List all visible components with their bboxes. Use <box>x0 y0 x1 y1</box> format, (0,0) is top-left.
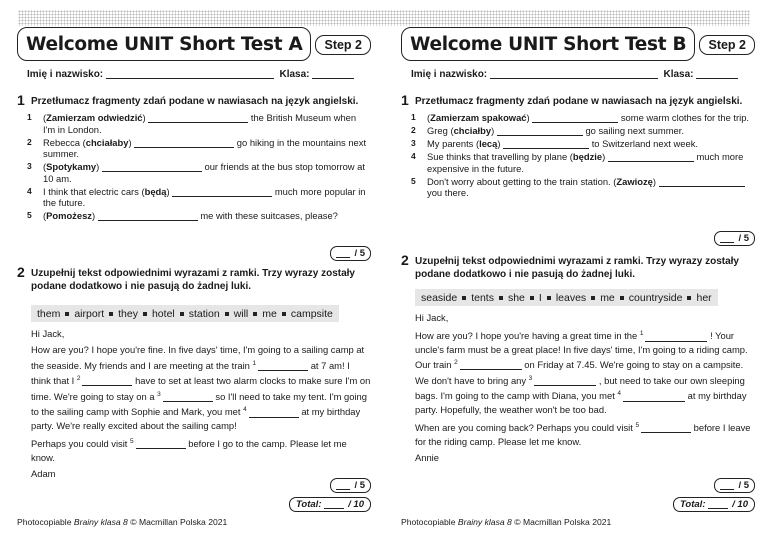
answer-blank[interactable] <box>102 161 202 172</box>
letter-text-segment: at my birthday party. We're really excited about the sailing camp! <box>31 406 361 431</box>
item-number: 4 <box>27 185 32 196</box>
item-text: Don't worry about getting to the train station. (Zawiozę) you there. <box>427 176 751 199</box>
item-text: (Spotykamy) our friends at the bus stop tomorrow at 10 am. <box>43 161 365 184</box>
question-number: 2 <box>401 252 409 268</box>
question-instruction: Przetłumacz fragmenty zdań podane w nawiasach na język angielski. <box>415 96 743 107</box>
word-option: me <box>600 291 615 304</box>
item-text: (Pomożesz) me with these suitcases, please? <box>43 210 338 221</box>
gap-blank[interactable] <box>163 391 213 402</box>
test-title-box <box>401 27 695 61</box>
word-option: will <box>233 307 249 320</box>
letter-text-segment: , but need to take our own sleeping bags. I'm going to the camp with Diana, you met <box>415 375 745 402</box>
letter-text-segment: When are you coming back? Perhaps you could visit <box>415 422 636 434</box>
translation-item <box>27 186 367 209</box>
question-number: 1 <box>401 92 409 108</box>
letter-text-segment: at my birthday party. Hopefully, the weather won't be too bad. <box>415 390 747 415</box>
translation-item <box>27 137 367 160</box>
gap-blank[interactable] <box>136 438 186 449</box>
class-field[interactable] <box>312 68 354 79</box>
class-label: Klasa: <box>279 69 310 80</box>
word-option: campsite <box>290 307 333 320</box>
bullet-separator <box>225 312 229 316</box>
item-number: 4 <box>411 151 416 161</box>
bullet-separator <box>620 296 624 300</box>
bullet-separator <box>253 312 257 316</box>
word-option: she <box>507 291 525 304</box>
student-info-line <box>411 68 738 80</box>
score-box: / 5 <box>330 478 371 493</box>
question-number: 2 <box>17 264 25 280</box>
footer-copyright: Photocopiable Brainy klasa 8 © Macmillan Polska 2021 <box>17 517 228 527</box>
bullet-separator <box>591 296 595 300</box>
translation-item <box>411 112 751 124</box>
word-option: station <box>188 307 220 320</box>
item-text: Greg (chciałby) go sailing next summer. <box>427 125 684 136</box>
bullet-separator <box>109 312 113 316</box>
bullet-separator <box>65 312 69 316</box>
question-instruction: Uzupełnij tekst odpowiednimi wyrazami z ramki. Trzy wyrazy zostały podane dodatkowo i nie pasują do żadnej luki. <box>31 268 355 292</box>
answer-blank[interactable] <box>497 125 583 136</box>
class-field[interactable] <box>696 68 738 79</box>
item-text: (Zamierzam spakować) some warm clothes for the trip. <box>427 112 750 123</box>
gap-number: 2 <box>76 375 81 383</box>
letter-greeting: Hi Jack, <box>415 312 449 323</box>
gap-number: 4 <box>617 390 622 398</box>
item-text: Sue thinks that travelling by plane (będzie) much more expensive in the future. <box>427 151 744 174</box>
letter-text-segment: How are you? I hope you're fine. In five days' time, I'm going to a sailing camp at the seaside. My friends and I are meeting at the train <box>31 344 365 371</box>
word-option: I <box>538 291 542 304</box>
test-title: Welcome UNIT Short Test B <box>410 33 687 55</box>
answer-blank[interactable] <box>98 210 198 221</box>
translation-item <box>27 161 367 184</box>
name-field[interactable] <box>106 68 274 79</box>
footer-copyright: Photocopiable Brainy klasa 8 © Macmillan Polska 2021 <box>401 517 612 527</box>
gap-number: 5 <box>635 422 640 430</box>
score-box: / 5 <box>714 478 755 493</box>
test-title-box <box>17 27 311 61</box>
word-option: seaside <box>421 291 458 304</box>
letter-text-segment: at 7 am! I think that I <box>31 359 350 387</box>
translation-items <box>27 112 367 223</box>
item-number: 5 <box>411 175 416 186</box>
bullet-separator <box>180 312 184 316</box>
gap-number: 2 <box>454 359 458 367</box>
answer-blank[interactable] <box>659 176 745 187</box>
question-number: 1 <box>17 92 25 108</box>
word-option: them <box>37 307 61 320</box>
bullet-separator <box>462 296 466 300</box>
item-text: Rebecca (chciałaby) go hiking in the mountains next summer. <box>43 136 367 159</box>
gap-blank[interactable] <box>460 359 522 370</box>
letter-paragraph <box>31 343 371 432</box>
translation-item <box>411 125 751 137</box>
letter-text-segment: so I'll need to take my tent. I'm going to the sailing camp with Sophie and Mark, you met <box>31 391 367 418</box>
name-label: Imię i nazwisko: <box>27 69 104 80</box>
answer-blank[interactable] <box>608 151 694 162</box>
letter-text-segment: have to set at least two alarm clocks to make sure I'm on time. We're going to stay on a <box>31 375 371 402</box>
item-text: (Zamierzam odwiedzić) the British Museum when I'm in London. <box>43 112 357 135</box>
letter-text-segment: before I leave for the riding camp. Please let me know. <box>415 422 751 447</box>
item-text: I think that electric cars (będą) much more popular in the future. <box>43 185 366 208</box>
student-info-line <box>27 68 354 80</box>
letter-text-segment: How are you? I hope you're having a great time in the <box>415 330 640 342</box>
word-option: leaves <box>555 291 587 304</box>
bullet-separator <box>687 296 691 300</box>
word-option: me <box>262 307 277 320</box>
item-number: 2 <box>27 136 32 147</box>
bullet-separator <box>143 312 147 316</box>
name-label: Imię i nazwisko: <box>411 69 488 80</box>
question-instruction: Uzupełnij tekst odpowiednimi wyrazami z ramki. Trzy wyrazy zostały podane dodatkowo i nie pasują do żadnej luki. <box>415 256 739 280</box>
answer-blank[interactable] <box>134 137 234 148</box>
letter-signoff: Adam <box>31 468 56 480</box>
translation-item <box>411 151 751 174</box>
question-instruction: Przetłumacz fragmenty zdań podane w nawiasach na język angielski. <box>31 96 359 107</box>
gap-blank[interactable] <box>641 422 691 433</box>
step-badge: Step 2 <box>315 35 371 55</box>
answer-blank[interactable] <box>172 186 272 197</box>
letter-text-segment: before I go to the camp. Please let me know. <box>31 438 347 463</box>
word-option: airport <box>74 307 105 320</box>
item-number: 1 <box>411 112 416 122</box>
bullet-separator <box>547 296 551 300</box>
word-box <box>415 289 718 306</box>
item-number: 2 <box>411 125 416 135</box>
letter-text-segment: on Friday at 7.45. We're going to stay on a campsite. We don't have to bring any <box>415 359 744 386</box>
answer-blank[interactable] <box>148 112 248 123</box>
word-box <box>31 305 339 322</box>
letter-paragraph <box>415 327 755 416</box>
gap-blank[interactable] <box>82 375 132 386</box>
answer-blank[interactable] <box>532 112 618 123</box>
word-option: countryside <box>628 291 683 304</box>
gap-blank[interactable] <box>623 391 685 402</box>
class-label: Klasa: <box>663 69 694 80</box>
bullet-separator <box>282 312 286 316</box>
word-option: they <box>118 307 138 320</box>
letter-text <box>415 311 755 465</box>
item-number: 5 <box>27 210 32 220</box>
letter-text-segment: ! Your uncle's farm must be a great place! In five days' time, I'm going to a riding camp. Our train <box>415 330 748 371</box>
translation-item <box>27 112 367 135</box>
gap-number: 1 <box>639 330 644 338</box>
translation-item <box>27 210 367 222</box>
item-number: 3 <box>411 138 416 148</box>
gap-blank[interactable] <box>645 331 707 342</box>
gap-number: 4 <box>243 406 247 414</box>
gap-blank[interactable] <box>249 407 299 418</box>
translation-item <box>411 138 751 150</box>
letter-text <box>31 327 371 481</box>
letter-greeting: Hi Jack, <box>31 328 65 339</box>
letter-paragraph <box>31 435 371 464</box>
test-title: Welcome UNIT Short Test A <box>26 33 303 55</box>
step-badge: Step 2 <box>699 35 755 55</box>
total-score-box: Total: / 10 <box>289 497 371 512</box>
item-text: My parents (lecą) to Switzerland next week. <box>427 138 699 149</box>
translation-item <box>411 176 751 199</box>
gap-number: 3 <box>528 374 533 382</box>
word-option: tents <box>471 291 494 304</box>
letter-signoff: Annie <box>415 452 439 464</box>
word-option: hotel <box>151 307 175 320</box>
answer-blank[interactable] <box>503 138 589 149</box>
bullet-separator <box>499 296 503 300</box>
gap-number: 1 <box>252 359 257 367</box>
word-option: her <box>696 291 712 304</box>
test-page-b <box>401 0 757 543</box>
letter-paragraph <box>415 419 755 448</box>
gap-number: 5 <box>130 438 134 446</box>
score-box: / 5 <box>714 231 755 246</box>
item-number: 1 <box>27 112 32 122</box>
test-page-a <box>17 0 373 543</box>
total-score-box: Total: / 10 <box>673 497 755 512</box>
gap-number: 3 <box>157 390 161 398</box>
letter-text-segment: Perhaps you could visit <box>31 438 131 450</box>
bullet-separator <box>530 296 534 300</box>
gap-blank[interactable] <box>258 360 308 371</box>
score-box: / 5 <box>330 246 371 261</box>
translation-items <box>411 112 751 200</box>
item-number: 3 <box>27 161 32 171</box>
gap-blank[interactable] <box>534 375 596 386</box>
name-field[interactable] <box>490 68 658 79</box>
